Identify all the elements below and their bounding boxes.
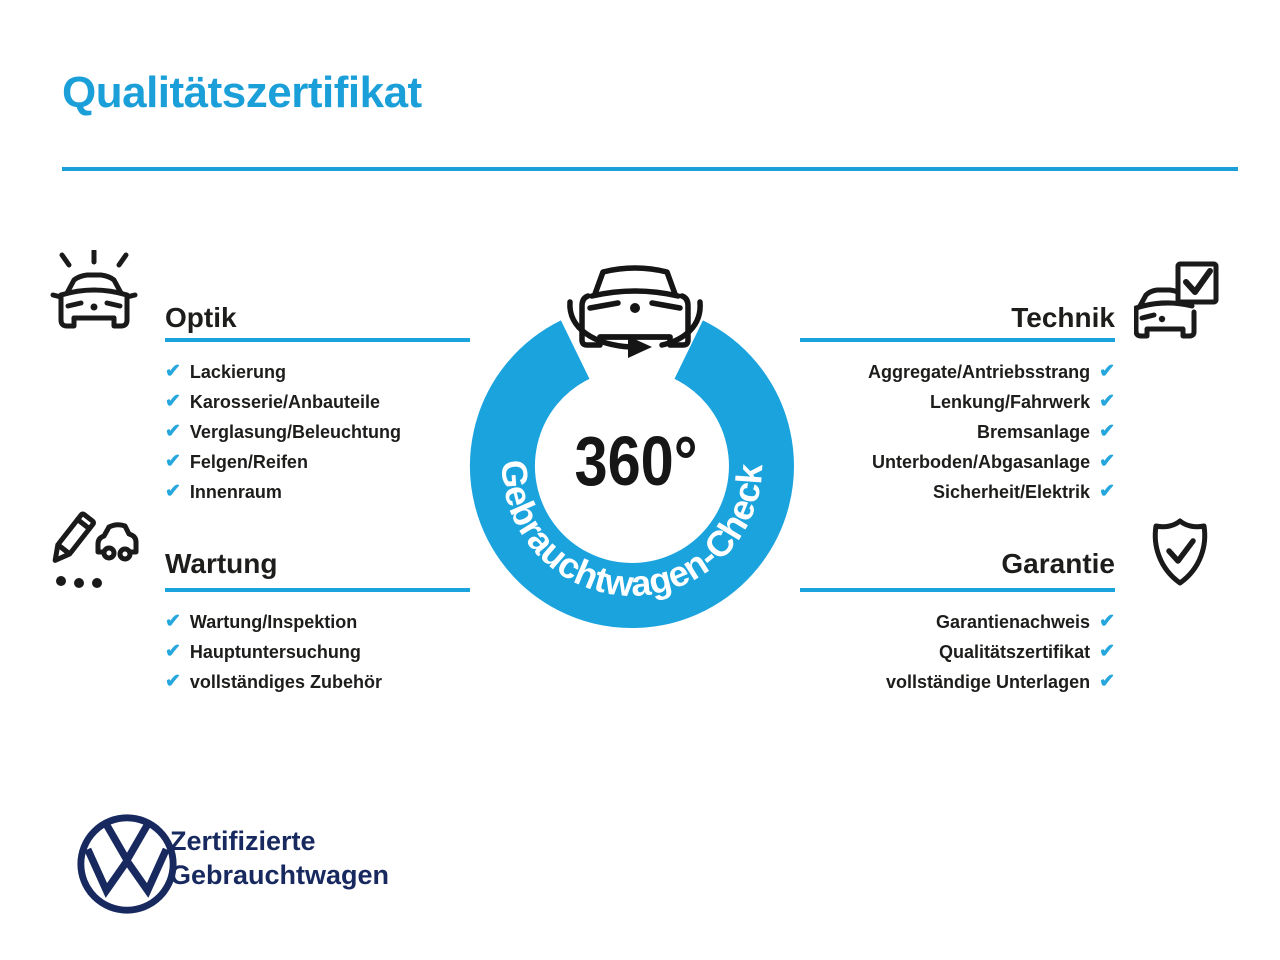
check-item-label: Bremsanlage — [977, 421, 1091, 442]
check-item — [165, 357, 286, 387]
footer-claim-line2: Gebrauchtwagen — [170, 860, 390, 890]
car-shine-icon — [48, 250, 140, 342]
check-item-label: Unterboden/Abgasanlage — [872, 451, 1091, 472]
check-item-label: Karosserie/Anbauteile — [189, 391, 380, 412]
check-item-label: Felgen/Reifen — [189, 451, 308, 472]
section-title-garantie: Garantie — [1001, 548, 1115, 579]
shield-check-icon — [1148, 517, 1212, 595]
title-divider — [62, 167, 1238, 171]
360-check-badge — [432, 250, 832, 670]
check-item-label: Hauptuntersuchung — [189, 641, 361, 662]
check-icon: ✔ — [165, 480, 181, 502]
check-item — [933, 477, 1115, 507]
check-item-label: Garantienachweis — [936, 611, 1091, 632]
check-icon: ✔ — [165, 670, 181, 692]
check-item — [165, 387, 380, 417]
check-icon: ✔ — [1099, 670, 1115, 692]
vw-logo — [73, 810, 181, 918]
check-item-label: Verglasung/Beleuchtung — [189, 421, 401, 442]
check-item-label: Lenkung/Fahrwerk — [930, 391, 1091, 412]
page-title: Qualitätszertifikat — [62, 68, 422, 117]
check-item — [872, 447, 1115, 477]
check-item-label: Qualitätszertifikat — [939, 641, 1091, 662]
footer-claim — [170, 824, 389, 892]
check-icon: ✔ — [165, 610, 181, 632]
badge-degrees: 360° — [574, 421, 698, 501]
check-item-label: Lackierung — [189, 361, 286, 382]
section-divider-wartung — [165, 588, 470, 592]
check-item — [939, 637, 1115, 667]
check-item — [165, 637, 361, 667]
check-item — [165, 667, 382, 697]
section-divider-optik — [165, 338, 470, 342]
check-icon: ✔ — [1099, 390, 1115, 412]
check-item — [165, 417, 401, 447]
check-item — [930, 387, 1115, 417]
check-item — [165, 607, 357, 637]
checklist-wartung — [165, 607, 382, 697]
check-item — [936, 607, 1115, 637]
check-icon: ✔ — [1099, 480, 1115, 502]
check-item-label: Sicherheit/Elektrik — [933, 481, 1091, 502]
check-icon: ✔ — [165, 640, 181, 662]
check-item — [165, 447, 308, 477]
checklist-optik — [165, 357, 401, 507]
section-title-technik: Technik — [1011, 302, 1115, 333]
check-icon: ✔ — [165, 360, 181, 382]
section-title-wartung: Wartung — [165, 548, 278, 579]
check-item-label: vollständige Unterlagen — [886, 671, 1091, 692]
check-icon: ✔ — [165, 390, 181, 412]
check-item-label: Innenraum — [189, 481, 282, 502]
check-item — [868, 357, 1115, 387]
badge-ring-text: Gebrauchtwagen-Check — [493, 458, 771, 605]
check-item — [977, 417, 1115, 447]
section-divider-technik — [800, 338, 1115, 342]
car-checkbox-icon — [1134, 258, 1222, 346]
check-item-label: Aggregate/Antriebsstrang — [868, 361, 1091, 382]
check-icon: ✔ — [1099, 640, 1115, 662]
section-divider-garantie — [800, 588, 1115, 592]
footer-claim-line1: Zertifizierte — [170, 826, 316, 856]
check-icon: ✔ — [1099, 450, 1115, 472]
check-icon: ✔ — [165, 420, 181, 442]
check-icon: ✔ — [1099, 610, 1115, 632]
check-icon: ✔ — [1099, 360, 1115, 382]
check-item — [165, 477, 282, 507]
check-icon: ✔ — [1099, 420, 1115, 442]
section-title-optik: Optik — [165, 302, 237, 333]
check-item-label: Wartung/Inspektion — [189, 611, 358, 632]
pencil-car-service-icon — [48, 510, 140, 602]
check-item-label: vollständiges Zubehör — [189, 671, 382, 692]
check-item — [886, 667, 1115, 697]
check-icon: ✔ — [165, 450, 181, 472]
